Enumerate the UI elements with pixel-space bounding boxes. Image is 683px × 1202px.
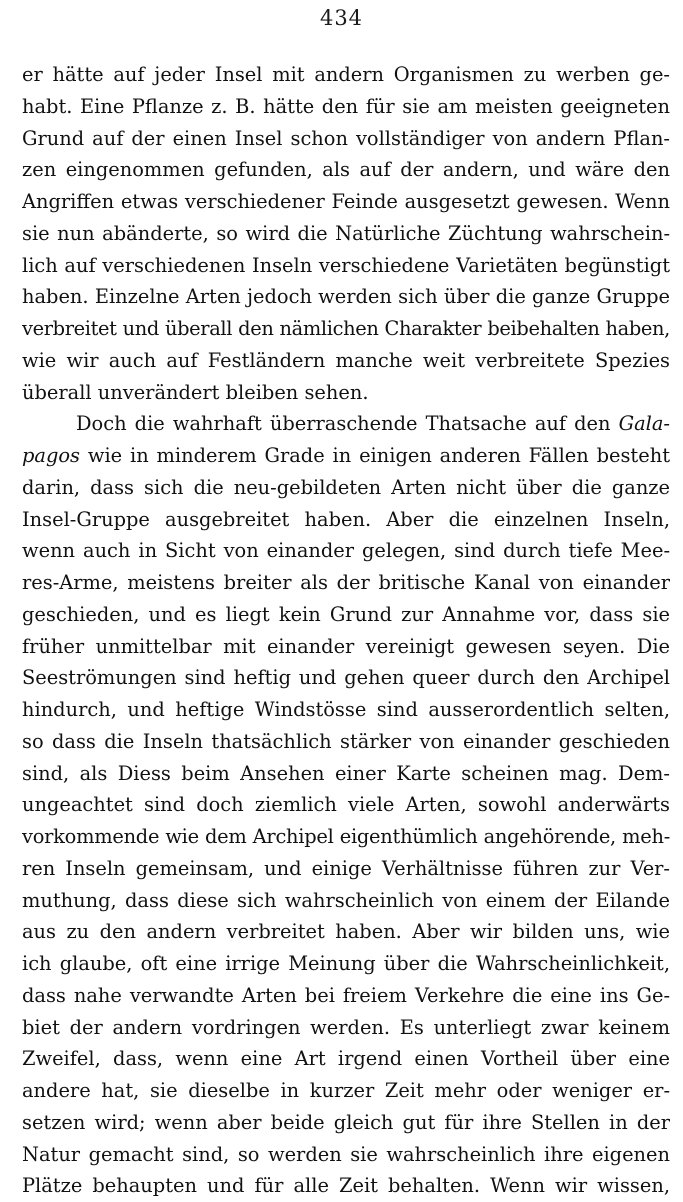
text-line: andere hat, sie dieselbe in kurzer Zeit mehr oder weniger er-: [22, 1079, 670, 1102]
text-line: darin, dass sich die neu-gebildeten Arten nicht über die ganze: [22, 475, 670, 499]
text-line: Zweifel, dass, wenn eine Art irgend einen Vortheil über eine: [22, 1047, 670, 1071]
text-line: Grund auf der einen Insel schon vollständiger von andern Pflan-: [22, 126, 670, 150]
text-line: dass nahe verwandte Arten bei freiem Verkehre die eine ins Ge-: [22, 983, 670, 1007]
text-line: sie nun abänderte, so wird die Natürliche Züchtung wahrschein-: [22, 221, 670, 245]
text-line: geschieden, und es liegt kein Grund zur Annahme vor, dass sie: [22, 602, 670, 626]
text-line: ren Inseln gemeinsam, und einige Verhältnisse führen zur Ver-: [22, 856, 670, 880]
page-number: 434: [319, 6, 364, 30]
text-line: habt. Eine Pflanze z. B. hätte den für sie am meisten geeigneten: [22, 94, 670, 118]
text-line: zen eingenommen gefunden, als auf der andern, und wäre den: [22, 158, 670, 182]
text-line: ich glaube, oft eine irrige Meinung über die Wahrscheinlichkeit,: [22, 952, 670, 975]
italic-word: pagos: [22, 444, 81, 467]
text-line: früher unmittelbar mit einander vereinigt gewesen seyen. Die: [22, 634, 670, 658]
text-line: [22, 440, 670, 472]
text-line: überall unverändert bleiben sehen.: [22, 380, 369, 404]
text-line: wenn auch in Sicht von einander gelegen, sind durch tiefe Mee-: [22, 539, 670, 563]
text-line-part: pagos wie in minderem Grade in einigen anderen Fällen besteht: [22, 444, 670, 467]
text-line: haben. Einzelne Arten jedoch werden sich über die ganze Gruppe: [22, 285, 670, 309]
text-line: Insel-Gruppe ausgebreitet haben. Aber die einzelnen Inseln,: [22, 507, 670, 531]
text-line: muthung, dass diese sich wahrscheinlich von einem der Eilande: [22, 888, 670, 912]
text-line: Seeströmungen sind heftig und gehen queer durch den Archipel: [22, 666, 670, 690]
text-line: Natur gemacht sind, so werden sie wahrscheinlich ihre eigenen: [22, 1142, 670, 1166]
text-line: lich auf verschiedenen Inseln verschiedene Varietäten begünstigt: [22, 253, 670, 277]
text-line: biet der andern vordringen werden. Es unterliegt zwar keinem: [22, 1015, 670, 1039]
text-line: aus zu den andern verbreitet haben. Aber wir bilden uns, wie: [22, 920, 670, 944]
text-line: hindurch, und heftige Windstösse sind ausserordentlich selten,: [22, 698, 670, 721]
text-line: Angriffen etwas verschiedener Feinde ausgesetzt gewesen. Wenn: [22, 190, 670, 213]
text-line: vorkommende wie dem Archipel eigenthümlich angehörende, meh-: [22, 825, 670, 848]
text-line: so dass die Inseln thatsächlich stärker von einander geschieden: [22, 729, 670, 753]
text-line: verbreitet und überall den nämlichen Charakter beibehalten haben,: [22, 317, 670, 340]
body-text: [22, 59, 670, 1202]
text-line: res-Arme, meistens breiter als der britische Kanal von einander: [22, 571, 670, 594]
text-line-part: Doch die wahrhaft überraschende Thatsache auf den Gala-: [76, 412, 670, 436]
text-line: ungeachtet sind doch ziemlich viele Arten, sowohl anderwärts: [22, 793, 670, 817]
text-line: sind, als Diess beim Ansehen einer Karte scheinen mag. Dem-: [22, 761, 670, 785]
text-line: Plätze behaupten und für alle Zeit behalten. Wenn wir wissen,: [22, 1174, 670, 1198]
text-line: er hätte auf jeder Insel mit andern Organismen zu werben ge-: [22, 63, 670, 86]
text-line: [22, 408, 670, 440]
text-line: setzen wird; wenn aber beide gleich gut für ihre Stellen in der: [22, 1110, 670, 1134]
italic-word: Gala-: [618, 412, 670, 436]
text-line: wie wir auch auf Festländern manche weit verbreitete Spezies: [22, 348, 670, 372]
